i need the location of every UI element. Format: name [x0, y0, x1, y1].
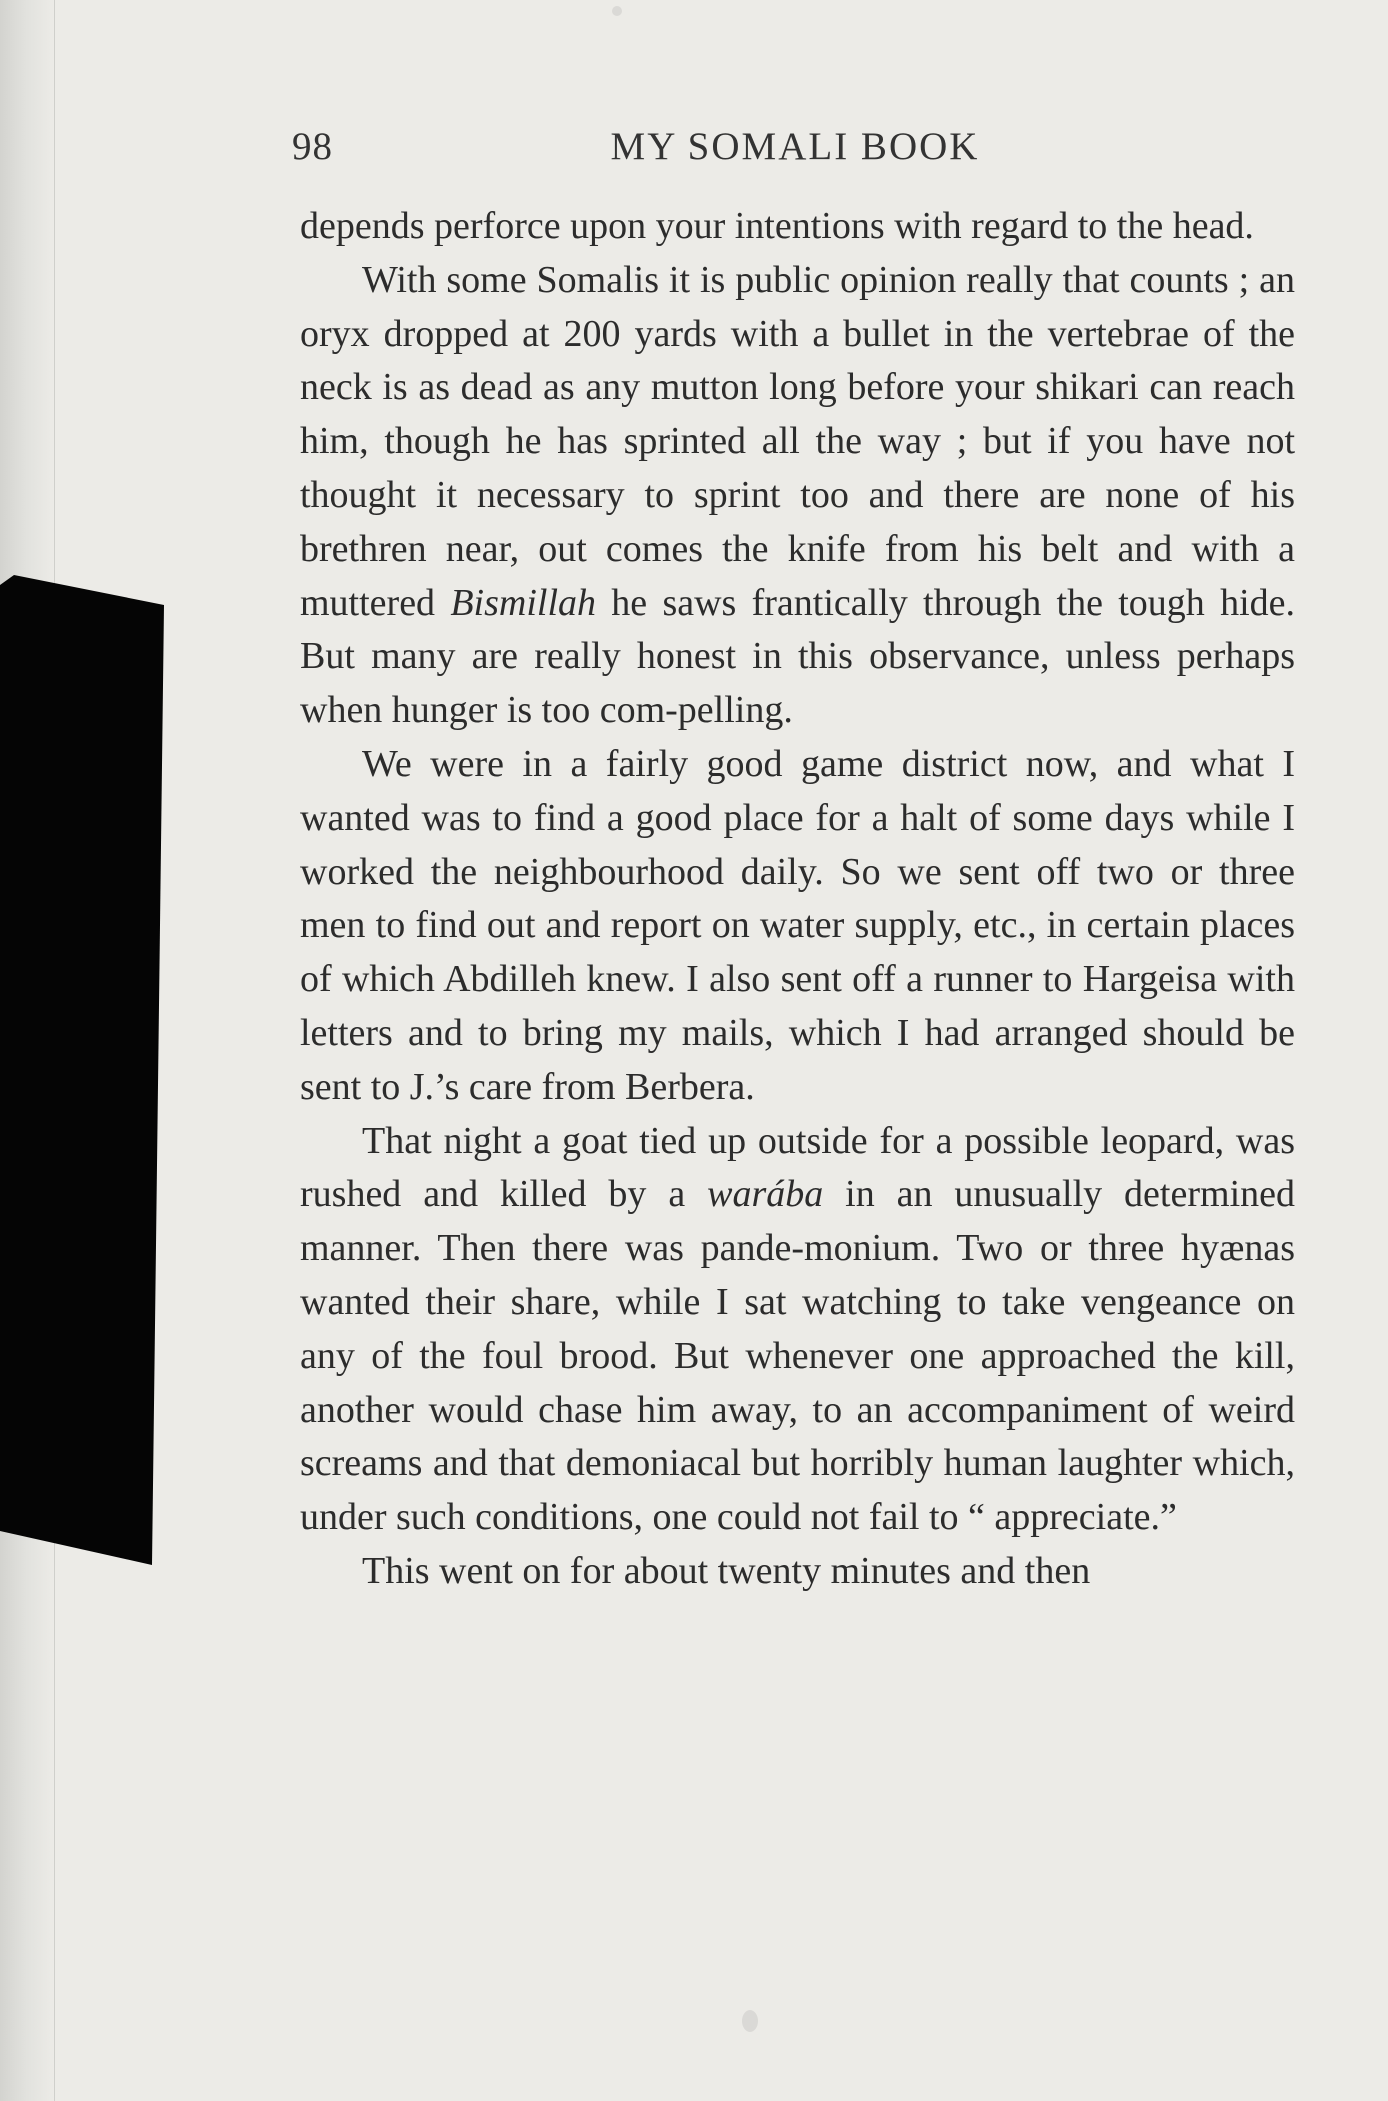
paragraph-text: We were in a fairly good game district now, and what I wanted was to find a good place for a halt of some days while I worked the neighbourhood daily. So we sent off two or three men to find out and report on water supply, etc., in certain places of which Abdilleh knew. I also sent off a runner to Hargeisa with letters and to bring my mails, which I had arranged should be sent to J.’s care from Berbera.	[300, 742, 1295, 1108]
paragraph-text: This went on for about twenty minutes and then	[362, 1549, 1091, 1592]
italic-term: Bismillah	[450, 581, 597, 624]
page-number: 98	[292, 125, 333, 168]
paragraph	[300, 254, 1295, 738]
paragraph-text: he saws frantically through the tough hide. But many are really honest in this observance, unless perhaps when hunger is too com-pelling.	[300, 581, 1295, 732]
paragraph	[300, 1545, 1295, 1599]
paragraph-text: depends perforce upon your intentions with regard to the head.	[300, 205, 1254, 247]
body-text	[300, 200, 1295, 1599]
paragraph	[300, 1115, 1295, 1545]
italic-term: warába	[707, 1173, 824, 1216]
running-header	[292, 124, 1298, 172]
paper-smudge	[612, 6, 622, 16]
book-title: MY SOMALI BOOK	[610, 125, 980, 168]
paper-smudge	[742, 2010, 758, 2032]
black-tab-marker	[0, 575, 166, 1565]
paragraph	[300, 200, 1295, 254]
paragraph-text: With some Somalis it is public opinion really that counts ; an oryx dropped at 200 yards with a bullet in the vertebrae of the neck is as dead as any mutton long before your shikari can reach him, though he has sprinted all the way ; but if you have not thought it necessary to sprint too and there are none of his brethren near, out comes the knife from his belt and with a muttered	[300, 258, 1295, 624]
paragraph	[300, 738, 1295, 1115]
paragraph-text: That night a goat tied up outside for a possible leopard, was rushed and killed by a	[300, 1119, 1295, 1216]
paragraph-text: in an unusually determined manner. Then there was pande-monium. Two or three hyænas wanted their share, while I sat watching to take vengeance on any of the foul brood. But whenever one approached the kill, another would chase him away, to an accompaniment of weird screams and that demoniacal but horribly human laughter which, under such conditions, one could not fail to “ appreciate.”	[300, 1173, 1295, 1539]
